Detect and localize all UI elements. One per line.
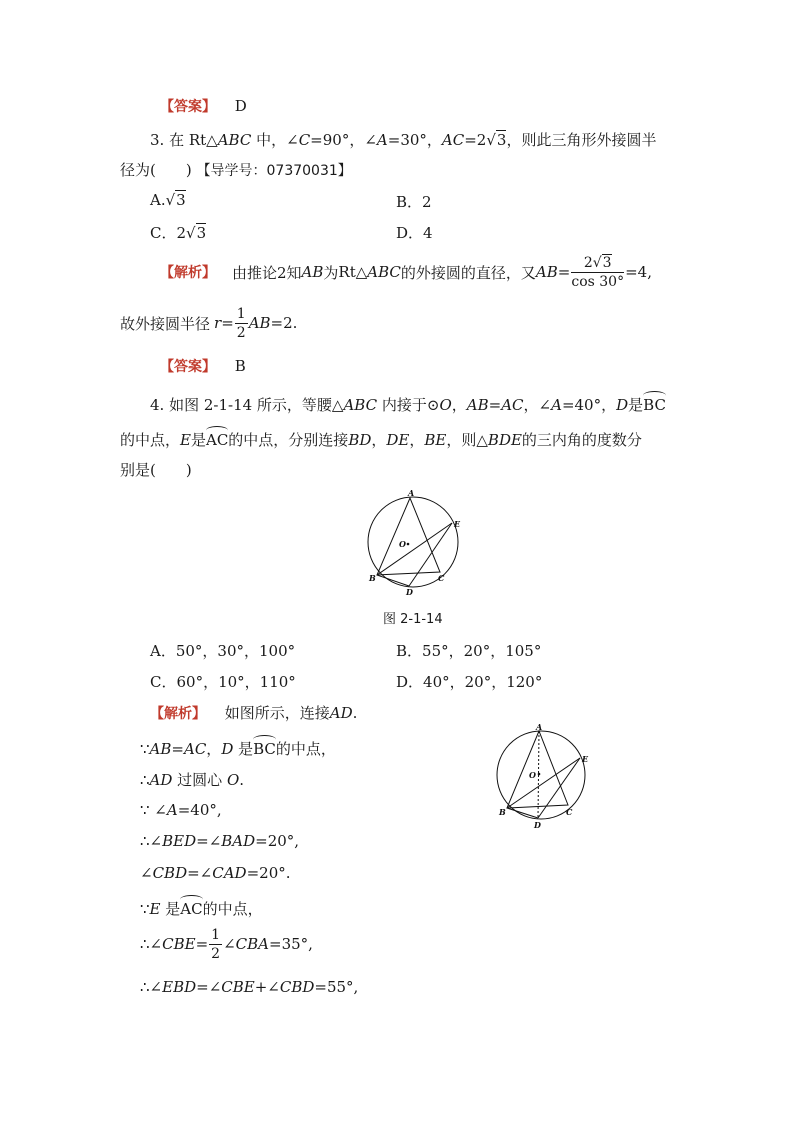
option-label: D．: [396, 224, 424, 242]
figure-2-1-14: [362, 488, 468, 600]
text: O: [439, 396, 452, 414]
arc-bc: BC: [253, 736, 276, 758]
arc-ac: AC: [206, 427, 228, 449]
guide-number: 【导学号：07370031】: [196, 163, 352, 179]
q3-option-b: [396, 191, 432, 212]
analysis-tag: 【解析】: [150, 706, 206, 722]
text: r: [214, 314, 222, 332]
text: 如图所示，连接: [224, 704, 330, 722]
text: =35°,: [269, 935, 313, 953]
text: AC: [183, 740, 207, 758]
label-d: D: [534, 820, 541, 830]
fraction-half: [235, 307, 248, 340]
text: =4,: [625, 263, 652, 281]
text: ，: [371, 431, 387, 449]
text: =: [488, 396, 502, 414]
text: 径为( ): [120, 161, 192, 179]
text: =30°，: [387, 131, 442, 149]
text: =2.: [270, 314, 298, 332]
label-e: E: [582, 754, 589, 764]
label-b: B: [499, 807, 506, 817]
label-d: D: [406, 587, 413, 597]
text: ，∠: [523, 396, 552, 414]
q4-stem-line1: [150, 392, 666, 415]
text: CBD: [279, 978, 315, 996]
q4-option-d: [396, 671, 542, 692]
text: A: [166, 801, 178, 819]
text: +∠: [254, 978, 280, 996]
option-text: 40°，20°，120°: [423, 673, 543, 691]
text: AB: [149, 740, 172, 758]
option-text: 55°，20°，105°: [422, 642, 542, 660]
q3-answer-line: [160, 356, 246, 376]
q4-option-b: [396, 640, 541, 661]
text: BAD: [221, 832, 256, 850]
fraction: $\frac{2√3}{\cos 30^\circ}$: [571, 254, 625, 290]
text: DE: [386, 431, 410, 449]
option-label: B．: [396, 193, 423, 211]
text: ∴∠: [140, 832, 163, 850]
text: EBD: [162, 978, 197, 996]
text: ，: [409, 431, 425, 449]
segment-de: [538, 758, 580, 818]
text: ∵: [140, 900, 150, 918]
q4-step-7: [140, 924, 313, 964]
label-a: A: [536, 722, 543, 732]
sqrt-radicand: 3: [176, 191, 186, 209]
analysis-tag: 【解析】: [160, 265, 216, 281]
text: ABC: [367, 263, 401, 281]
text: ，: [206, 740, 222, 758]
arc-bc: BC: [643, 392, 666, 414]
q4-option-a: [150, 640, 295, 661]
option-label: D．: [396, 673, 424, 691]
text: 过圆心: [172, 771, 227, 789]
q4-step-4: [140, 832, 299, 850]
label-b: B: [369, 573, 376, 583]
label-c: C: [438, 573, 445, 583]
q3-option-a: A.√3: [150, 191, 186, 209]
label-a: A: [408, 488, 415, 498]
text: =40°，: [561, 396, 617, 414]
text: 中，∠: [251, 131, 299, 149]
q4-step-1: [140, 736, 336, 759]
text: 是: [160, 900, 181, 918]
text: 的中点，分别连接: [228, 431, 349, 449]
text: CBE: [221, 978, 255, 996]
label-e: E: [454, 519, 461, 529]
text: ∴∠: [140, 935, 163, 953]
option-text: 60°，10°，110°: [176, 673, 296, 691]
text: 别是( ): [120, 461, 192, 479]
q4-option-c: [150, 671, 296, 692]
figure-caption: 图 2-1-14: [383, 612, 443, 627]
segment-bd: [377, 575, 409, 586]
text: .: [239, 771, 245, 789]
text: BD: [348, 431, 372, 449]
text: =∠: [196, 832, 222, 850]
sqrt-radicand: 3: [496, 131, 507, 149]
q3-option-d: [396, 222, 433, 243]
text: 的中点，: [275, 740, 336, 758]
q4-step-3: [140, 801, 222, 819]
text: =40°,: [177, 801, 222, 819]
segment-de: [409, 523, 452, 586]
text: O: [226, 771, 240, 789]
option-label: A.: [150, 191, 166, 209]
segment-bd: [507, 808, 538, 818]
option-label: A．: [150, 642, 176, 660]
text: CAD: [212, 864, 247, 882]
text: AC: [441, 131, 465, 149]
fraction-denominator: cos 30°: [571, 273, 625, 290]
center-dot: [538, 773, 541, 776]
text: AB: [301, 263, 324, 281]
text: CBE: [162, 935, 196, 953]
text: ，: [451, 396, 467, 414]
answer-value: B: [234, 357, 246, 375]
answer-tag: 【答案】: [160, 359, 216, 375]
label-o: O: [399, 539, 406, 549]
text: =20°.: [246, 864, 291, 882]
q3-analysis-line2: 故外接圆半径 r = $\frac{1}{2}$ AB =2.: [120, 305, 298, 341]
text: E: [149, 900, 161, 918]
text: D: [221, 740, 234, 758]
text: AD: [149, 771, 173, 789]
label-c: C: [566, 807, 573, 817]
text: 是: [233, 740, 254, 758]
q3-stem-line1: 3. 在 Rt△ABC 中，∠C=90°，∠A=30°，AC=2√3，则此三角形外接圆半: [150, 131, 657, 149]
sqrt-radicand: 3: [196, 224, 207, 242]
text: CBD: [152, 864, 188, 882]
text: BED: [162, 832, 197, 850]
option-text: 2: [176, 224, 187, 242]
text: 的外接圆的直径，又: [400, 263, 536, 282]
text: =20°,: [255, 832, 300, 850]
text: AB: [535, 263, 558, 281]
text: D: [616, 396, 629, 414]
text: ，则△: [446, 431, 488, 449]
text: ∠: [140, 864, 153, 882]
text: AB: [466, 396, 489, 414]
q4-stem-line2: [120, 427, 642, 450]
text: AD: [329, 704, 353, 722]
text: =∠: [196, 978, 222, 996]
text: ABC: [217, 131, 252, 149]
q4-step-2: [140, 769, 244, 790]
q4-step-6: [140, 896, 263, 919]
q4-step-5: [140, 864, 291, 882]
triangle-abc: [507, 731, 568, 808]
label-o: O: [529, 770, 536, 780]
text: 是: [190, 431, 206, 449]
text: Rt△: [338, 263, 368, 281]
sqrt-radicand: 3: [602, 254, 612, 271]
text: =: [195, 935, 209, 953]
text: =: [171, 740, 184, 758]
text: AB: [248, 314, 271, 332]
fraction-denominator: 2: [211, 945, 221, 962]
answer-tag: 【答案】: [160, 99, 216, 115]
text: 3. 在 Rt△: [150, 131, 218, 149]
text: A: [551, 396, 562, 414]
answer-value: D: [234, 97, 247, 115]
q4-step-8: [140, 978, 358, 996]
text: 故外接圆半径: [120, 314, 211, 333]
text: =55°,: [314, 978, 359, 996]
text: C: [298, 131, 311, 149]
text: ∴∠: [140, 978, 163, 996]
text: BE: [424, 431, 447, 449]
text: E: [180, 431, 191, 449]
segment-be: [507, 758, 580, 808]
text: =∠: [187, 864, 213, 882]
text: CBA: [235, 935, 269, 953]
text: =90°，∠: [310, 131, 377, 149]
option-label: C．: [150, 673, 177, 691]
option-label: B．: [396, 642, 423, 660]
text: AC: [501, 396, 524, 414]
analysis-figure: [492, 722, 596, 832]
q3-stem-line2: [120, 159, 352, 180]
q4-analysis-intro: 【解析】 如图所示，连接AD.: [150, 704, 358, 722]
q4-stem-line3: [120, 459, 192, 480]
text: 2: [583, 254, 593, 271]
text: A: [376, 131, 388, 149]
arc-ac: AC: [180, 896, 202, 918]
text: 内接于⊙: [377, 396, 440, 414]
option-text: 4: [423, 224, 433, 242]
q3-analysis-line1: 【解析】 由推论2知 AB 为 Rt△ ABC 的外接圆的直径，又 AB = $\frac{2√3}{\cos 30^\circ}$ =4,: [160, 254, 652, 290]
fraction-numerator: 1: [211, 926, 221, 943]
center-dot: [407, 543, 410, 546]
text: 由推论2知: [232, 263, 302, 282]
triangle-abc: [377, 498, 440, 575]
q3-option-c: C．2√3: [150, 224, 207, 242]
text: ∵ ∠: [140, 801, 167, 819]
text: BDE: [487, 431, 522, 449]
text: 的三内角的度数分: [521, 431, 642, 449]
text: 4. 如图 2-1-14 所示，等腰△: [150, 396, 344, 414]
text: ，则此三角形外接圆半: [506, 131, 657, 149]
fraction-numerator: 1: [236, 305, 246, 322]
text: 的中点，: [120, 431, 181, 449]
text: ABC: [343, 396, 378, 414]
option-label: C．: [150, 224, 177, 242]
option-text: 50°，30°，100°: [175, 642, 296, 660]
text: ∴: [140, 771, 150, 789]
fraction-denominator: 2: [236, 324, 246, 341]
text: 是: [628, 396, 644, 414]
option-text: 2: [422, 193, 432, 211]
text: 为: [323, 263, 339, 282]
text: ∵: [140, 740, 150, 758]
text: ∠: [223, 935, 236, 953]
q2-answer-line: [160, 96, 247, 116]
fraction-half: [209, 928, 222, 961]
text: =2: [464, 131, 487, 149]
text: 的中点，: [202, 900, 263, 918]
